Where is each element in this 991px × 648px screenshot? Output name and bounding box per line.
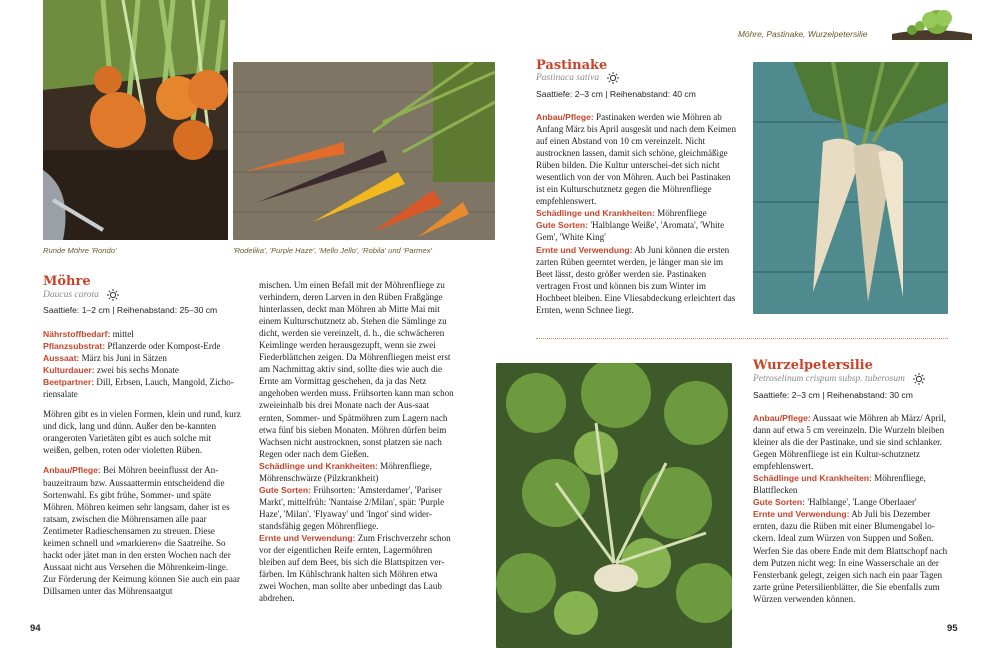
lettuce-logo — [892, 6, 972, 40]
sun-icon — [607, 72, 619, 84]
fact-kulturdauer: Kulturdauer: zwei bis sechs Monate — [43, 365, 179, 376]
moehre-varieties: Gute Sorten: Frühsorten: 'Amsterdamer', 'Pariser Markt', mittelfrüh: 'Nantaise 2/Milan', spät: 'Purple Haze', 'Milan'. 'Flyaway' und 'Ingot' sind wider-standsfähig gegen Möhrenfliege. — [259, 484, 445, 531]
wurzelpetersilie-harvest: Ernte und Verwendung: Ab Juli bis Dezember ernten, dazu die Rüben mit einer Blumengabel lo-ckern. Ideal zum Würzen von Suppen und Soßen. Werfen Sie das obere Ende mit dem Blattschopf nach dem Putzen nicht weg: In eine Wasserschale an der Fensterbank gelegt, zeigen sich nach ein paar Tagen zarte grüne Petersilienblätter, die Sie ebenfalls zum Würzen verwenden können. — [753, 509, 948, 604]
section-header-tag: Möhre, Pastinake, Wurzelpetersilie — [738, 29, 868, 39]
moehre-col1 — [43, 328, 241, 597]
photo-root-parsley — [496, 363, 732, 648]
moehre-col2-text: mischen. Um einen Befall mit der Möhrenfliege zu verhindern, deren Larven in den Rüben Fraßgänge hinterlassen, deckt man Möhren ab Mitte Mai mit einem Kulturschutznetz ab. Stehen die Sämlinge zu dicht, werden sie vereinzelt, d. h., die schwächeren Keimlinge werden herausgezupft, wenn sie zwei Fiederblättchen zeigen. Da Möhrenfliegen meist erst am Nachmittag aktiv sind, sollte dies wie auch die Ernte am Vormittag geschehen, da ja das Netz angehoben werden muss. Frühsorten kann man schon zweieinhalb bis drei Monate nach der Aus-saat ernten, Sommer- und Spätmöhren zum Lagern nach etwa fünf bis sieben Monaten. Möhren dürfen beim Wachsen nicht austrocknen, sonst platzen sie nach Regen oder nach dem Gießen. — [259, 280, 454, 459]
wurzelpetersilie-pests: Schädlinge und Krankheiten: Möhrenfliege, Blattflecken — [753, 473, 926, 496]
fact-substrat: Pflanzsubstrat: Pflanzerde oder Kompost-Erde — [43, 341, 221, 352]
photo-colored-carrots — [233, 62, 495, 240]
pastinake-latin — [536, 72, 619, 84]
pastinake-harvest: Ernte und Verwendung: Ab Juni können die ersten zarten Rüben geerntet werden, je länger man sie im Beet lässt, desto größer werden sie. Pastinaken vertragen Frost und können bis zum Winter im Hochbeet bleiben. Eine Vliesabdeckung erleichtert das Ernten, wenn Schnee liegt. — [536, 244, 736, 315]
fact-aussaat: Aussaat: März bis Juni in Sätzen — [43, 353, 167, 364]
caption-round-carrot: Runde Möhre 'Rondo' — [43, 246, 117, 255]
wurzelpetersilie-title: Wurzelpetersilie — [753, 358, 873, 373]
photo-parsnips — [753, 62, 948, 314]
page-number-left: 94 — [30, 623, 41, 634]
pastinake-meta: Saattiefe: 2–3 cm | Reihenabstand: 40 cm — [536, 89, 696, 99]
pastinake-latin-name: Pastinaca sativa — [536, 73, 600, 83]
moehre-latin-name: Daucus carota — [43, 290, 99, 300]
moehre-meta: Saattiefe: 1–2 cm | Reihenabstand: 25–30 cm — [43, 305, 218, 315]
fact-beetpartner: Beetpartner: Dill, Erbsen, Lauch, Mangold, Zicho-riensalate — [43, 377, 234, 400]
moehre-latin — [43, 289, 119, 301]
photo-round-carrots — [43, 0, 228, 240]
moehre-harvest: Ernte und Verwendung: Zum Frischverzehr schon vor der eigentlichen Reife ernten, Lagermöhren bleiben auf dem Beet, bis sich die Blattspitzen ver-färben. Im Kühlschrank halten sich Möhren etwa zwei Wochen, man sollte aber unbedingt das Laub abdrehen. — [259, 532, 451, 604]
pastinake-care: Anbau/Pflege: Pastinaken werden wie Möhren ab Anfang März bis April ausgesät und nach dem Keimen auf einen Abstand von 10 cm vereinzelt. Nicht austrocknen lassen, damit sich schöne, gleichmäßige Rüben bilden. Die Kultur unterschei-det sich nicht wesentlich von der von Möhren. Auch bei Pastinaken ist ein Kulturschutznetz gegen die Möhrenfliege empfehlenswert. — [536, 112, 737, 207]
moehre-pests: Schädlinge und Krankheiten: Möhrenfliege, Möhrenschwärze (Pilzkrankheit) — [259, 460, 432, 483]
wurzelpetersilie-care: Anbau/Pflege: Aussaat wie Möhren ab März/ April, dann auf etwa 5 cm vereinzeln. Die Wurzeln bleiben kleiner als die der Pastinake, und sie sind schlanker. Gegen Möhrenfliege ist ein Kultur-schutznetz empfehlenswert. — [753, 413, 946, 472]
pastinake-body — [536, 111, 736, 316]
moehre-title: Möhre — [43, 274, 91, 289]
pastinake-varieties: Gute Sorten: 'Halblange Weiße', 'Aromata', 'White Gem', 'White King' — [536, 220, 725, 243]
sun-icon — [107, 289, 119, 301]
fact-naehrstoff: Nährstoffbedarf: mittel — [43, 329, 134, 339]
caption-colored-carrots: 'Rodelika', 'Purple Haze', 'Mello Jello', 'Robila' und 'Parmex' — [233, 246, 432, 255]
pastinake-pests: Schädlinge und Krankheiten: Möhrenfliege — [536, 208, 707, 219]
moehre-col2 — [259, 279, 455, 604]
moehre-care: Anbau/Pflege: Bei Möhren beeinflusst der An-bauzeitraum bzw. Aussaattermin entscheidend die Sortenwahl. Es gibt frühe, Sommer- und späte Möhren. Möhren keimen sehr langsam, daher ist es ratsam, zwischen die Möhrensamen alle paar Zentimeter Radieschensamen zu streuen. Diese keimen schnell und »markieren« die Saatreihe. So hackt oder jätet man in den ersten Wochen nach der Aussaat nicht aus Versehen die Möhrenkeim-linge. Zur Förderung der Keimung können Sie auch ein paar Dillsamen unter das Möhrensaatgut — [43, 465, 240, 596]
page-number-right: 95 — [947, 623, 958, 634]
wurzelpetersilie-meta: Saattiefe: 2–3 cm | Reihenabstand: 30 cm — [753, 390, 913, 400]
section-divider — [536, 338, 948, 339]
moehre-intro: Möhren gibt es in vielen Formen, klein und rund, kurz und dick, lang und dünn. Außer den be-kannten orangeroten Varietäten gibt es auch solche mit weißen, gelben, roten oder violetten Rüben. — [43, 409, 241, 456]
pastinake-title: Pastinake — [536, 58, 608, 73]
wurzelpetersilie-latin-name: Petroselinum crispum subsp. tuberosum — [753, 374, 905, 384]
wurzelpetersilie-body — [753, 412, 949, 605]
sun-icon — [913, 373, 925, 385]
wurzelpetersilie-latin — [753, 373, 925, 385]
wurzelpetersilie-varieties: Gute Sorten: 'Halblange', 'Lange Oberlaaer' — [753, 497, 917, 508]
